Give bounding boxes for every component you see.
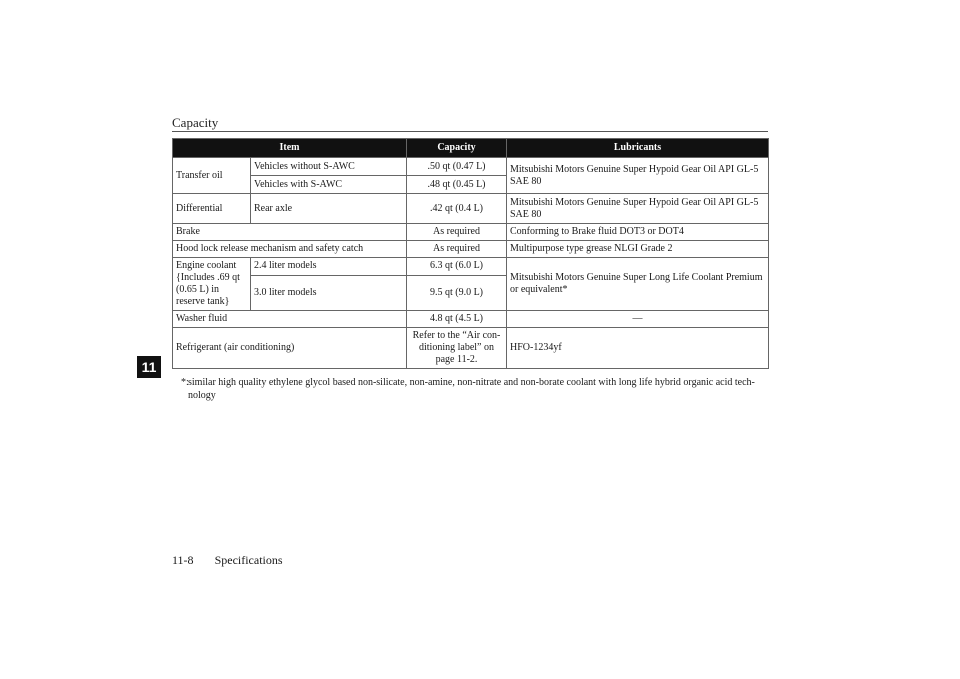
capacity-cell: Refer to the “Air con-ditioning label” on page 11-2. [407, 328, 507, 369]
sub-item-cell: 3.0 liter models [251, 275, 407, 310]
item-cell: Refrigerant (air conditioning) [173, 328, 407, 369]
item-cell: Engine coolant {Includes .69 qt (0.65 L) in reserve tank} [173, 258, 251, 311]
capacity-cell: 9.5 qt (9.0 L) [407, 275, 507, 310]
page-footer [172, 553, 301, 568]
table-row [173, 311, 769, 328]
title-rule [172, 131, 768, 132]
item-cell: Hood lock release mechanism and safety catch [173, 241, 407, 258]
page-title: Capacity [172, 115, 219, 130]
capacity-cell: 6.3 qt (6.0 L) [407, 258, 507, 276]
capacity-table [172, 138, 769, 369]
capacity-cell: .50 qt (0.47 L) [407, 158, 507, 176]
table-row [173, 194, 769, 224]
capacity-cell: As required [407, 241, 507, 258]
lubricant-cell: Mitsubishi Motors Genuine Super Long Life Coolant Premium or equivalent* [507, 258, 769, 311]
page-number: 11-8 [172, 553, 194, 567]
sub-item-cell: Vehicles with S-AWC [251, 176, 407, 194]
footnote-mark: *: [181, 377, 189, 388]
column-header-item: Item [173, 139, 407, 158]
item-cell: Differential [173, 194, 251, 224]
table-header-row [173, 139, 769, 158]
column-header-capacity: Capacity [407, 139, 507, 158]
item-cell: Washer fluid [173, 311, 407, 328]
table-row [173, 328, 769, 369]
chapter-tab: 11 [137, 356, 161, 378]
footnote [181, 376, 771, 402]
capacity-cell: .42 qt (0.4 L) [407, 194, 507, 224]
table-row [173, 241, 769, 258]
sub-item-cell: Vehicles without S-AWC [251, 158, 407, 176]
sub-item-cell: 2.4 liter models [251, 258, 407, 276]
lubricant-cell: Mitsubishi Motors Genuine Super Hypoid Gear Oil API GL-5 SAE 80 [507, 194, 769, 224]
lubricant-cell: — [507, 311, 769, 328]
table-row [173, 158, 769, 176]
lubricant-cell: HFO-1234yf [507, 328, 769, 369]
item-cell: Brake [173, 224, 407, 241]
capacity-cell: .48 qt (0.45 L) [407, 176, 507, 194]
capacity-cell: As required [407, 224, 507, 241]
table-row [173, 224, 769, 241]
sub-item-cell: Rear axle [251, 194, 407, 224]
footnote-text: similar high quality ethylene glycol based non-silicate, non-amine, non-nitrate and non-borate coolant with long life hybrid organic acid tech-nology [188, 377, 755, 401]
item-cell: Transfer oil [173, 158, 251, 194]
table-row [173, 258, 769, 276]
column-header-lubricants: Lubricants [507, 139, 769, 158]
capacity-cell: 4.8 qt (4.5 L) [407, 311, 507, 328]
lubricant-cell: Multipurpose type grease NLGI Grade 2 [507, 241, 769, 258]
lubricant-cell: Conforming to Brake fluid DOT3 or DOT4 [507, 224, 769, 241]
lubricant-cell: Mitsubishi Motors Genuine Super Hypoid Gear Oil API GL-5 SAE 80 [507, 158, 769, 194]
section-name: Specifications [214, 553, 283, 567]
